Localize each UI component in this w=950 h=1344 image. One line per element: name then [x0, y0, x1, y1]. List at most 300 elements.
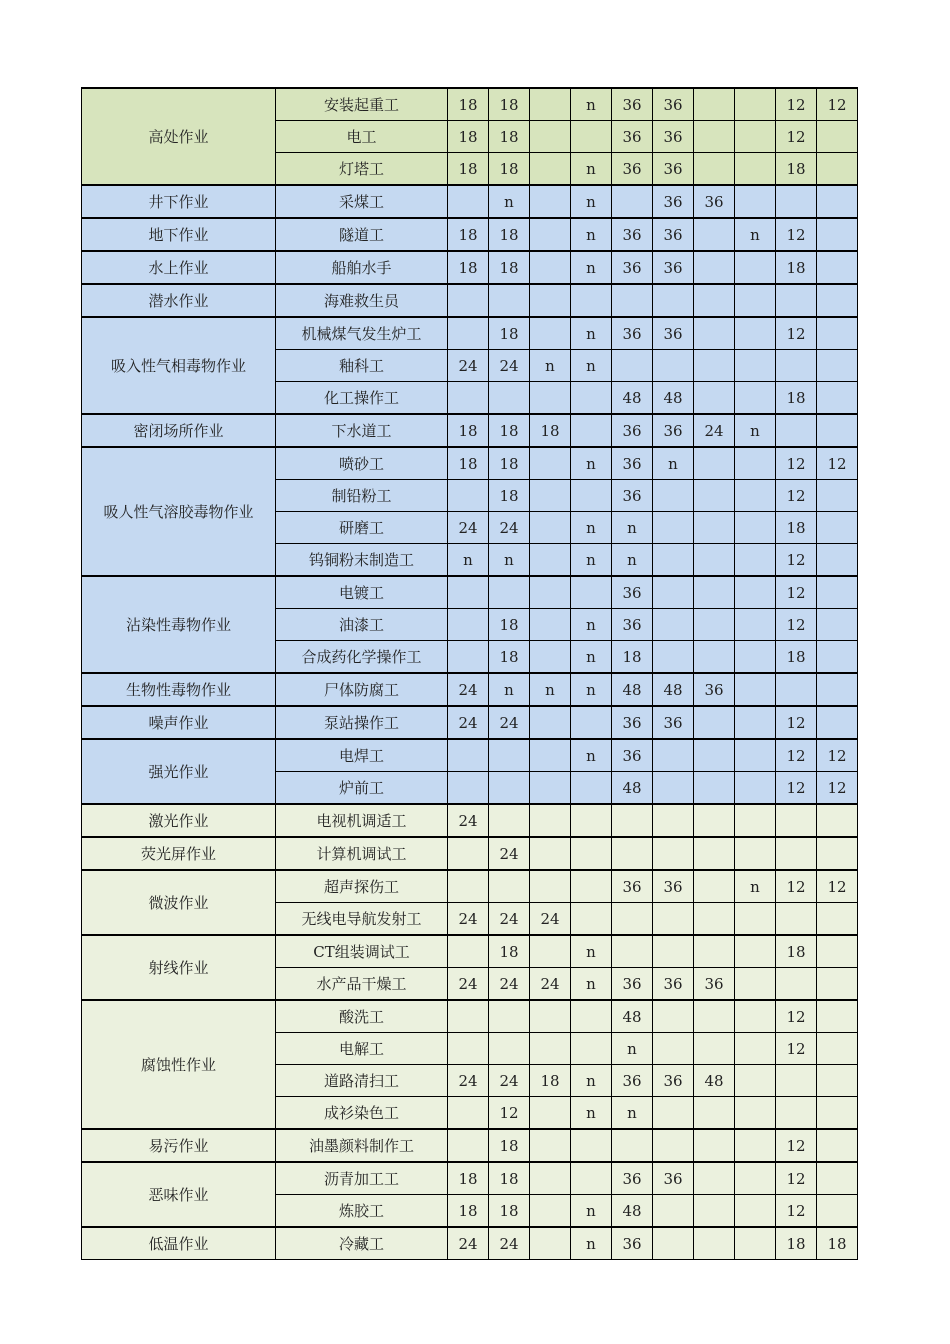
value-cell: n	[571, 609, 612, 641]
table-row	[82, 447, 858, 480]
value-cell	[448, 1129, 489, 1162]
value-cell	[653, 903, 694, 936]
value-cell: 36	[694, 968, 735, 1001]
value-cell: 36	[612, 317, 653, 350]
job-cell: 超声探伤工	[276, 870, 448, 903]
value-cell: 24	[489, 1227, 530, 1260]
value-cell: 36	[653, 706, 694, 739]
value-cell	[817, 218, 858, 251]
table-row	[82, 88, 858, 121]
value-cell	[530, 1195, 571, 1228]
value-cell	[530, 1129, 571, 1162]
value-cell	[530, 251, 571, 284]
value-cell	[817, 544, 858, 577]
value-cell	[653, 1097, 694, 1130]
value-cell	[694, 284, 735, 317]
value-cell	[530, 1097, 571, 1130]
value-cell: 24	[489, 706, 530, 739]
value-cell	[653, 837, 694, 870]
value-cell: 24	[694, 414, 735, 447]
value-cell	[653, 1227, 694, 1260]
value-cell	[612, 837, 653, 870]
value-cell	[776, 284, 817, 317]
job-cell: 油墨颜料制作工	[276, 1129, 448, 1162]
value-cell	[612, 284, 653, 317]
value-cell: 12	[817, 447, 858, 480]
value-cell	[694, 544, 735, 577]
value-cell: 18	[776, 251, 817, 284]
value-cell	[530, 185, 571, 218]
value-cell	[530, 317, 571, 350]
category-cell: 易污作业	[82, 1129, 276, 1162]
category-cell: 密闭场所作业	[82, 414, 276, 447]
value-cell: 36	[612, 739, 653, 772]
value-cell: n	[571, 641, 612, 674]
value-cell	[571, 870, 612, 903]
value-cell	[612, 935, 653, 968]
value-cell	[735, 382, 776, 415]
value-cell	[817, 350, 858, 382]
category-cell: 高处作业	[82, 88, 276, 185]
value-cell	[694, 903, 735, 936]
value-cell: 12	[817, 739, 858, 772]
value-cell	[489, 870, 530, 903]
value-cell	[653, 804, 694, 837]
value-cell: 12	[817, 772, 858, 805]
value-cell	[735, 609, 776, 641]
value-cell	[694, 1162, 735, 1195]
category-cell: 低温作业	[82, 1227, 276, 1260]
value-cell: n	[735, 414, 776, 447]
value-cell: 12	[776, 1129, 817, 1162]
table-row	[82, 317, 858, 350]
value-cell	[530, 1000, 571, 1033]
value-cell	[530, 837, 571, 870]
value-cell: 18	[776, 512, 817, 544]
value-cell	[694, 121, 735, 153]
value-cell	[612, 804, 653, 837]
value-cell: n	[571, 544, 612, 577]
value-cell	[817, 382, 858, 415]
value-cell: 36	[694, 185, 735, 218]
value-cell: n	[571, 935, 612, 968]
value-cell: 48	[612, 772, 653, 805]
value-cell: n	[735, 218, 776, 251]
value-cell: 18	[776, 382, 817, 415]
value-cell: 36	[653, 968, 694, 1001]
value-cell: 24	[489, 837, 530, 870]
value-cell	[735, 251, 776, 284]
value-cell: 18	[448, 121, 489, 153]
value-cell: 18	[489, 317, 530, 350]
value-cell: 12	[776, 317, 817, 350]
value-cell	[735, 447, 776, 480]
value-cell	[530, 804, 571, 837]
value-cell: 24	[448, 350, 489, 382]
value-cell	[735, 480, 776, 512]
job-cell: 水产品干燥工	[276, 968, 448, 1001]
value-cell: 18	[612, 641, 653, 674]
value-cell	[448, 935, 489, 968]
value-cell: 36	[612, 870, 653, 903]
value-cell	[735, 512, 776, 544]
category-cell: 强光作业	[82, 739, 276, 804]
job-cell: 隧道工	[276, 218, 448, 251]
value-cell: 24	[530, 968, 571, 1001]
job-cell: 喷砂工	[276, 447, 448, 480]
value-cell: 24	[448, 673, 489, 706]
value-cell: 18	[489, 935, 530, 968]
value-cell: 18	[448, 1162, 489, 1195]
value-cell	[735, 121, 776, 153]
value-cell	[735, 706, 776, 739]
value-cell	[735, 350, 776, 382]
value-cell	[530, 121, 571, 153]
value-cell	[694, 935, 735, 968]
job-cell: 化工操作工	[276, 382, 448, 415]
value-cell	[735, 673, 776, 706]
value-cell	[776, 673, 817, 706]
value-cell	[817, 1097, 858, 1130]
value-cell: 36	[653, 251, 694, 284]
value-cell	[817, 512, 858, 544]
table-body	[82, 88, 858, 1260]
value-cell: 36	[612, 251, 653, 284]
value-cell: 18	[489, 480, 530, 512]
value-cell: 18	[448, 414, 489, 447]
value-cell	[776, 1097, 817, 1130]
value-cell: 36	[612, 1065, 653, 1097]
value-cell	[817, 706, 858, 739]
value-cell	[448, 641, 489, 674]
job-cell: 泵站操作工	[276, 706, 448, 739]
value-cell	[530, 382, 571, 415]
job-cell: 电视机调适工	[276, 804, 448, 837]
value-cell	[817, 968, 858, 1001]
category-cell: 井下作业	[82, 185, 276, 218]
value-cell: n	[489, 185, 530, 218]
value-cell: 36	[653, 218, 694, 251]
value-cell	[694, 739, 735, 772]
job-cell: 电解工	[276, 1033, 448, 1065]
value-cell	[694, 772, 735, 805]
job-cell: CT组装调试工	[276, 935, 448, 968]
value-cell: 12	[776, 88, 817, 121]
value-cell: 36	[694, 673, 735, 706]
value-cell	[735, 1000, 776, 1033]
value-cell: n	[530, 350, 571, 382]
value-cell	[817, 153, 858, 186]
value-cell: n	[571, 1065, 612, 1097]
value-cell: 36	[612, 153, 653, 186]
value-cell: n	[571, 739, 612, 772]
job-cell: 炉前工	[276, 772, 448, 805]
value-cell	[735, 1065, 776, 1097]
job-cell: 灯塔工	[276, 153, 448, 186]
value-cell: 18	[489, 1162, 530, 1195]
value-cell: 18	[448, 153, 489, 186]
value-cell: 36	[653, 88, 694, 121]
value-cell: 24	[448, 968, 489, 1001]
value-cell: n	[571, 447, 612, 480]
table-row	[82, 218, 858, 251]
category-cell: 激光作业	[82, 804, 276, 837]
value-cell	[735, 772, 776, 805]
value-cell	[530, 284, 571, 317]
value-cell	[653, 1033, 694, 1065]
value-cell	[571, 284, 612, 317]
job-cell: 冷藏工	[276, 1227, 448, 1260]
value-cell	[489, 772, 530, 805]
value-cell	[530, 870, 571, 903]
value-cell	[489, 382, 530, 415]
job-cell: 计算机调试工	[276, 837, 448, 870]
value-cell: 12	[817, 88, 858, 121]
value-cell: 12	[776, 870, 817, 903]
job-cell: 电工	[276, 121, 448, 153]
value-cell	[530, 218, 571, 251]
value-cell: 18	[489, 251, 530, 284]
value-cell: n	[571, 317, 612, 350]
value-cell: 24	[489, 350, 530, 382]
value-cell: n	[571, 1227, 612, 1260]
value-cell: 36	[653, 870, 694, 903]
job-cell: 制铅粉工	[276, 480, 448, 512]
value-cell	[776, 804, 817, 837]
value-cell	[530, 1033, 571, 1065]
value-cell: 36	[612, 576, 653, 609]
value-cell	[735, 153, 776, 186]
value-cell	[530, 512, 571, 544]
category-cell: 腐蚀性作业	[82, 1000, 276, 1129]
value-cell	[776, 837, 817, 870]
value-cell	[448, 837, 489, 870]
value-cell: 12	[776, 447, 817, 480]
job-cell: 沥青加工工	[276, 1162, 448, 1195]
value-cell	[735, 544, 776, 577]
value-cell: 12	[776, 706, 817, 739]
value-cell: 24	[448, 1227, 489, 1260]
value-cell: 18	[817, 1227, 858, 1260]
value-cell: 36	[653, 1162, 694, 1195]
value-cell	[571, 772, 612, 805]
value-cell	[735, 903, 776, 936]
value-cell	[817, 317, 858, 350]
job-cell: 船舶水手	[276, 251, 448, 284]
value-cell: n	[530, 673, 571, 706]
value-cell: 48	[653, 382, 694, 415]
value-cell	[530, 706, 571, 739]
value-cell: 24	[448, 706, 489, 739]
value-cell	[653, 1129, 694, 1162]
value-cell	[530, 447, 571, 480]
value-cell	[653, 350, 694, 382]
value-cell: 12	[776, 609, 817, 641]
value-cell: 24	[489, 968, 530, 1001]
value-cell	[653, 480, 694, 512]
value-cell	[530, 1227, 571, 1260]
value-cell	[735, 576, 776, 609]
value-cell	[694, 837, 735, 870]
value-cell	[694, 447, 735, 480]
value-cell	[735, 935, 776, 968]
value-cell	[530, 576, 571, 609]
value-cell	[571, 837, 612, 870]
value-cell: 12	[776, 121, 817, 153]
value-cell	[817, 121, 858, 153]
value-cell: 12	[776, 772, 817, 805]
value-cell	[448, 609, 489, 641]
value-cell: 18	[489, 121, 530, 153]
value-cell	[817, 1065, 858, 1097]
job-cell: 研磨工	[276, 512, 448, 544]
value-cell	[653, 739, 694, 772]
value-cell: 36	[612, 609, 653, 641]
value-cell	[735, 1129, 776, 1162]
value-cell: 18	[489, 1195, 530, 1228]
value-cell	[530, 935, 571, 968]
table-row	[82, 576, 858, 609]
value-cell	[653, 512, 694, 544]
value-cell: n	[489, 673, 530, 706]
value-cell: 12	[776, 1000, 817, 1033]
value-cell: n	[571, 673, 612, 706]
value-cell	[735, 1195, 776, 1228]
value-cell	[735, 1033, 776, 1065]
job-cell: 炼胶工	[276, 1195, 448, 1228]
value-cell	[448, 1033, 489, 1065]
value-cell: 18	[489, 609, 530, 641]
value-cell: n	[571, 218, 612, 251]
table-row	[82, 935, 858, 968]
value-cell	[694, 350, 735, 382]
value-cell	[817, 935, 858, 968]
value-cell: 36	[653, 185, 694, 218]
category-cell: 吸入性气相毒物作业	[82, 317, 276, 414]
value-cell	[612, 185, 653, 218]
value-cell	[448, 382, 489, 415]
value-cell: 18	[489, 153, 530, 186]
value-cell: 18	[489, 414, 530, 447]
job-cell: 钨铜粉末制造工	[276, 544, 448, 577]
value-cell: 36	[612, 414, 653, 447]
job-cell: 道路清扫工	[276, 1065, 448, 1097]
value-cell: n	[571, 153, 612, 186]
value-cell: 36	[653, 414, 694, 447]
value-cell: 18	[530, 414, 571, 447]
value-cell	[694, 218, 735, 251]
value-cell	[694, 88, 735, 121]
value-cell	[448, 284, 489, 317]
value-cell	[694, 251, 735, 284]
table-row	[82, 1129, 858, 1162]
value-cell: 18	[448, 251, 489, 284]
value-cell	[735, 1227, 776, 1260]
value-cell: n	[571, 251, 612, 284]
value-cell: 24	[489, 512, 530, 544]
value-cell	[817, 641, 858, 674]
value-cell	[817, 1162, 858, 1195]
value-cell	[694, 576, 735, 609]
value-cell: 12	[776, 544, 817, 577]
value-cell: 36	[612, 1162, 653, 1195]
value-cell	[489, 739, 530, 772]
value-cell: 18	[489, 447, 530, 480]
value-cell: 18	[489, 218, 530, 251]
value-cell	[571, 1000, 612, 1033]
value-cell: 36	[653, 317, 694, 350]
value-cell	[571, 480, 612, 512]
value-cell: n	[653, 447, 694, 480]
value-cell	[530, 609, 571, 641]
table-row	[82, 1227, 858, 1260]
value-cell	[448, 576, 489, 609]
value-cell	[817, 1033, 858, 1065]
table-row	[82, 739, 858, 772]
table-row	[82, 837, 858, 870]
category-cell: 吸人性气溶胶毒物作业	[82, 447, 276, 576]
value-cell	[530, 153, 571, 186]
value-cell: 48	[694, 1065, 735, 1097]
value-cell: n	[571, 185, 612, 218]
value-cell	[489, 1033, 530, 1065]
job-cell: 机械煤气发生炉工	[276, 317, 448, 350]
value-cell: 12	[776, 1195, 817, 1228]
value-cell	[530, 1162, 571, 1195]
value-cell	[776, 1065, 817, 1097]
value-cell: 12	[489, 1097, 530, 1130]
value-cell: 18	[448, 218, 489, 251]
value-cell	[817, 837, 858, 870]
value-cell: 12	[776, 218, 817, 251]
value-cell: n	[489, 544, 530, 577]
value-cell	[694, 804, 735, 837]
value-cell: 48	[612, 1195, 653, 1228]
value-cell	[448, 1097, 489, 1130]
table-row	[82, 870, 858, 903]
category-cell: 水上作业	[82, 251, 276, 284]
value-cell: 36	[653, 1065, 694, 1097]
value-cell	[694, 317, 735, 350]
value-cell	[571, 121, 612, 153]
value-cell	[694, 153, 735, 186]
value-cell: 18	[776, 153, 817, 186]
value-cell: 18	[448, 1195, 489, 1228]
value-cell	[489, 284, 530, 317]
value-cell	[653, 641, 694, 674]
value-cell	[735, 1162, 776, 1195]
value-cell: 36	[653, 153, 694, 186]
value-cell	[571, 576, 612, 609]
table-row	[82, 1000, 858, 1033]
value-cell	[448, 317, 489, 350]
value-cell: 18	[776, 641, 817, 674]
value-cell	[735, 968, 776, 1001]
value-cell: 18	[448, 447, 489, 480]
value-cell	[571, 414, 612, 447]
value-cell	[817, 251, 858, 284]
value-cell	[448, 185, 489, 218]
table-row	[82, 673, 858, 706]
job-cell: 电焊工	[276, 739, 448, 772]
value-cell	[448, 870, 489, 903]
value-cell: 36	[612, 968, 653, 1001]
value-cell	[735, 804, 776, 837]
value-cell	[817, 185, 858, 218]
value-cell: 12	[776, 1033, 817, 1065]
value-cell	[735, 284, 776, 317]
value-cell: 24	[448, 804, 489, 837]
